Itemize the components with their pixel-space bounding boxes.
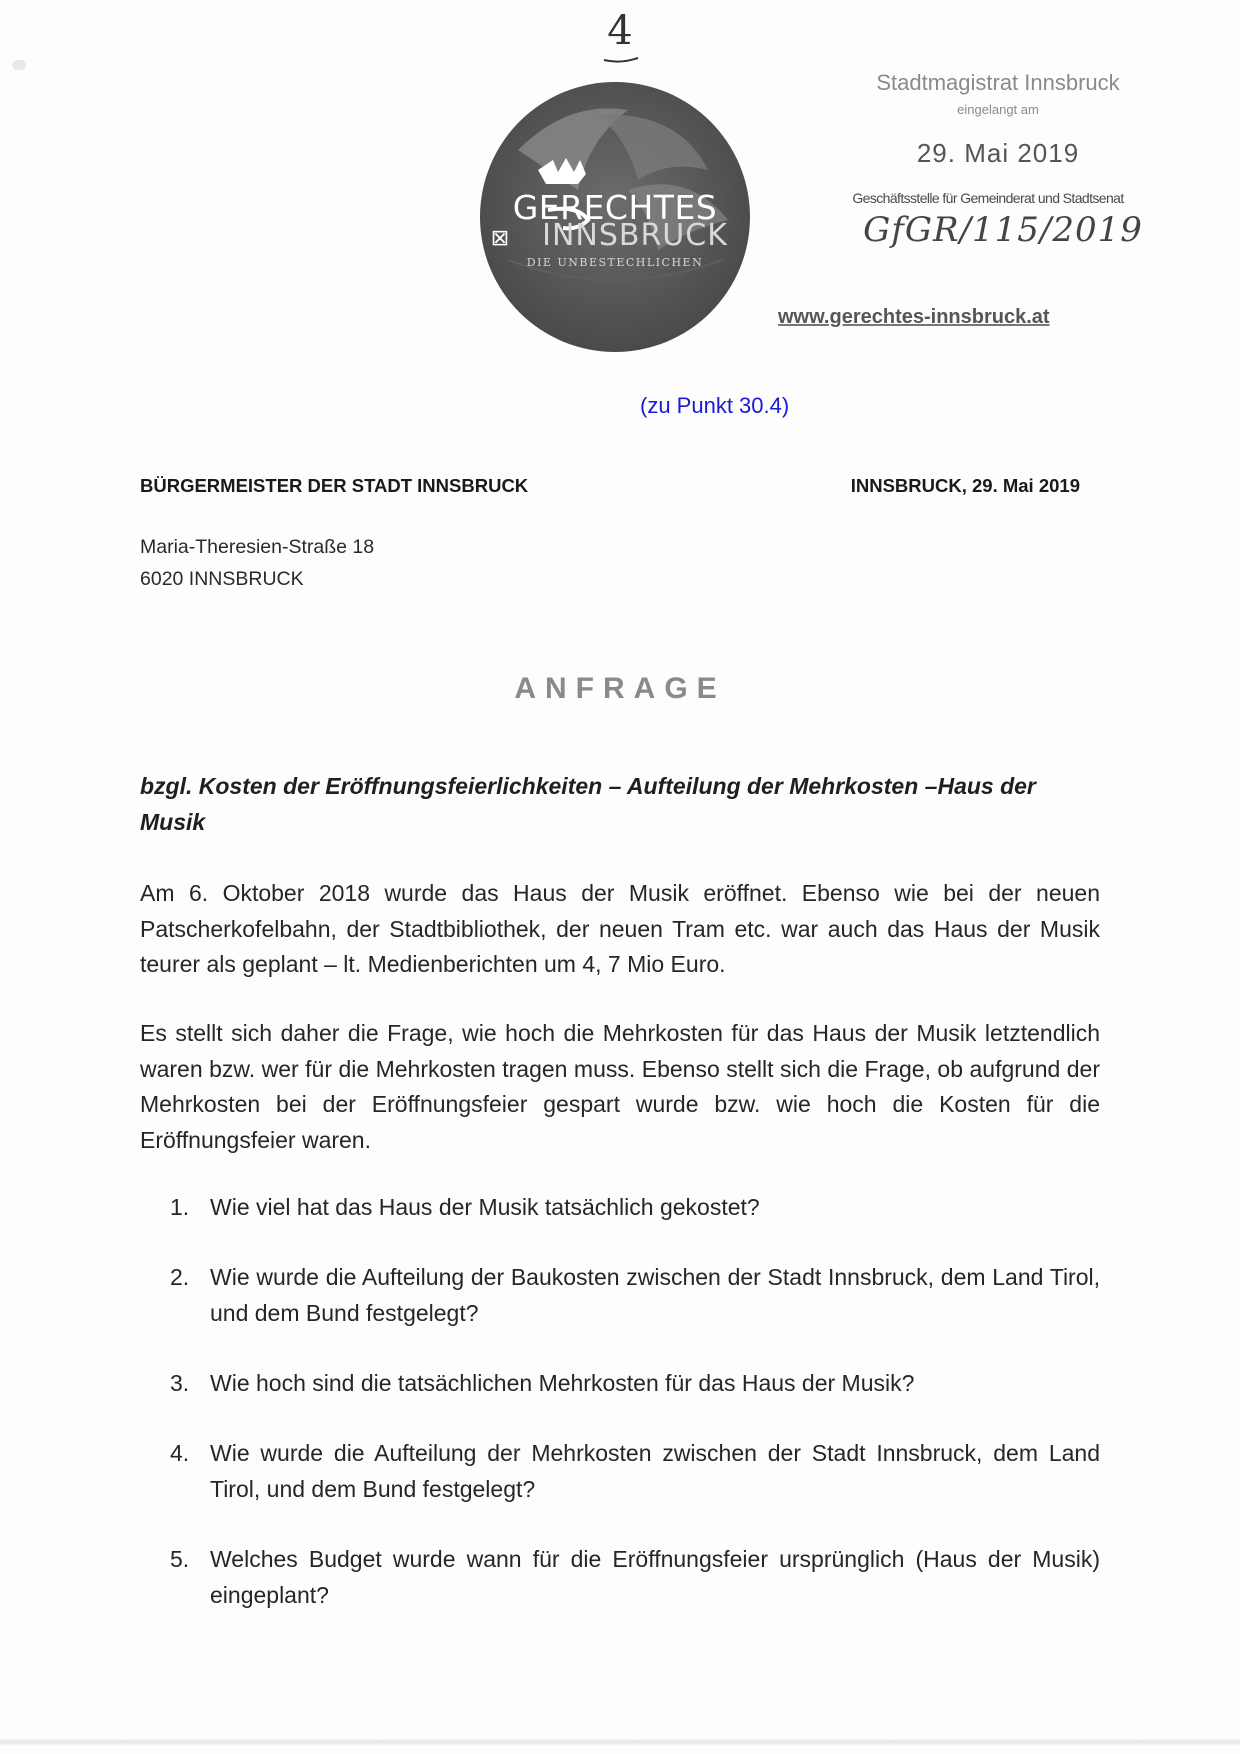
scan-smudge	[12, 60, 26, 70]
receipt-stamp	[838, 68, 1143, 268]
document-title: ANFRAGE	[514, 672, 726, 705]
question-text: Welches Budget wurde wann für die Eröffnungsfeier ursprünglich (Haus der Musik) eingeplant?	[210, 1546, 1100, 1608]
page-number-digit: 4	[607, 8, 633, 54]
paragraph-intro: Am 6. Oktober 2018 wurde das Haus der Musik eröffnet. Ebenso wie bei der neuen Patscherkofelbahn, der Stadtbibliothek, der neuen Tram etc. war auch das Haus der Musik teurer als geplant – lt. Medienberichten um 4, 7 Mio Euro.	[140, 880, 1100, 977]
stamp-office-unit: Geschäftsstelle für Gemeinderat und Stadtsenat	[852, 190, 1124, 206]
stamp-reference-handwritten: GfGR/115/2019	[863, 210, 1143, 250]
underline-stroke	[596, 8, 644, 70]
paragraph-question-context: Es stellt sich daher die Frage, wie hoch die Mehrkosten für das Haus der Musik letztendlich waren bzw. wer für die Mehrkosten tragen muss. Ebenso stellt sich die Frage, ob aufgrund der Mehrkosten bei der Eröffnungsfeier gespart wurde bzw. wie hoch die Kosten für die Eröffnungsfeier waren.	[140, 1020, 1100, 1153]
stamp-date: 29. Mai 2019	[916, 138, 1080, 168]
question-text: Wie hoch sind die tatsächlichen Mehrkosten für das Haus der Musik?	[210, 1370, 915, 1396]
question-number: 3.	[170, 1370, 190, 1396]
stamp-office: Stadtmagistrat Innsbruck	[876, 70, 1120, 95]
recipient-title: BÜRGERMEISTER DER STADT INNSBRUCK	[140, 475, 529, 496]
party-logo	[478, 80, 752, 354]
ballot-x-icon: ⊠	[490, 225, 510, 250]
subject-line: bzgl. Kosten der Eröffnungsfeierlichkeiten – Aufteilung der Mehrkosten –Haus der Musik	[140, 773, 1036, 835]
recipient-street: Maria-Theresien-Straße 18	[140, 536, 375, 558]
handwritten-page-number	[596, 8, 644, 70]
question-number: 5.	[170, 1546, 190, 1572]
website-link[interactable]: www.gerechtes-innsbruck.at	[778, 306, 1050, 328]
question-number: 2.	[170, 1264, 190, 1290]
logo-city: INNSBRUCK	[542, 218, 728, 253]
question-text: Wie wurde die Aufteilung der Mehrkosten zwischen der Stadt Innsbruck, dem Land Tirol, und dem Bund festgelegt?	[210, 1440, 1100, 1502]
agenda-note: (zu Punkt 30.4)	[640, 393, 790, 418]
logo-tagline: DIE UNBESTECHLICHEN	[526, 256, 704, 269]
question-text: Wie viel hat das Haus der Musik tatsächlich gekostet?	[210, 1194, 760, 1220]
question-number: 1.	[170, 1194, 190, 1220]
recipient-city: 6020 INNSBRUCK	[140, 568, 304, 590]
logo-title: GERECHTES	[512, 188, 718, 227]
question-text: Wie wurde die Aufteilung der Baukosten zwischen der Stadt Innsbruck, dem Land Tirol, und dem Bund festgelegt?	[210, 1264, 1100, 1326]
question-number: 4.	[170, 1440, 190, 1466]
scan-bottom-edge	[0, 1738, 1240, 1746]
stamp-received-label: eingelangt am	[957, 102, 1039, 117]
place-date: INNSBRUCK, 29. Mai 2019	[850, 475, 1080, 496]
